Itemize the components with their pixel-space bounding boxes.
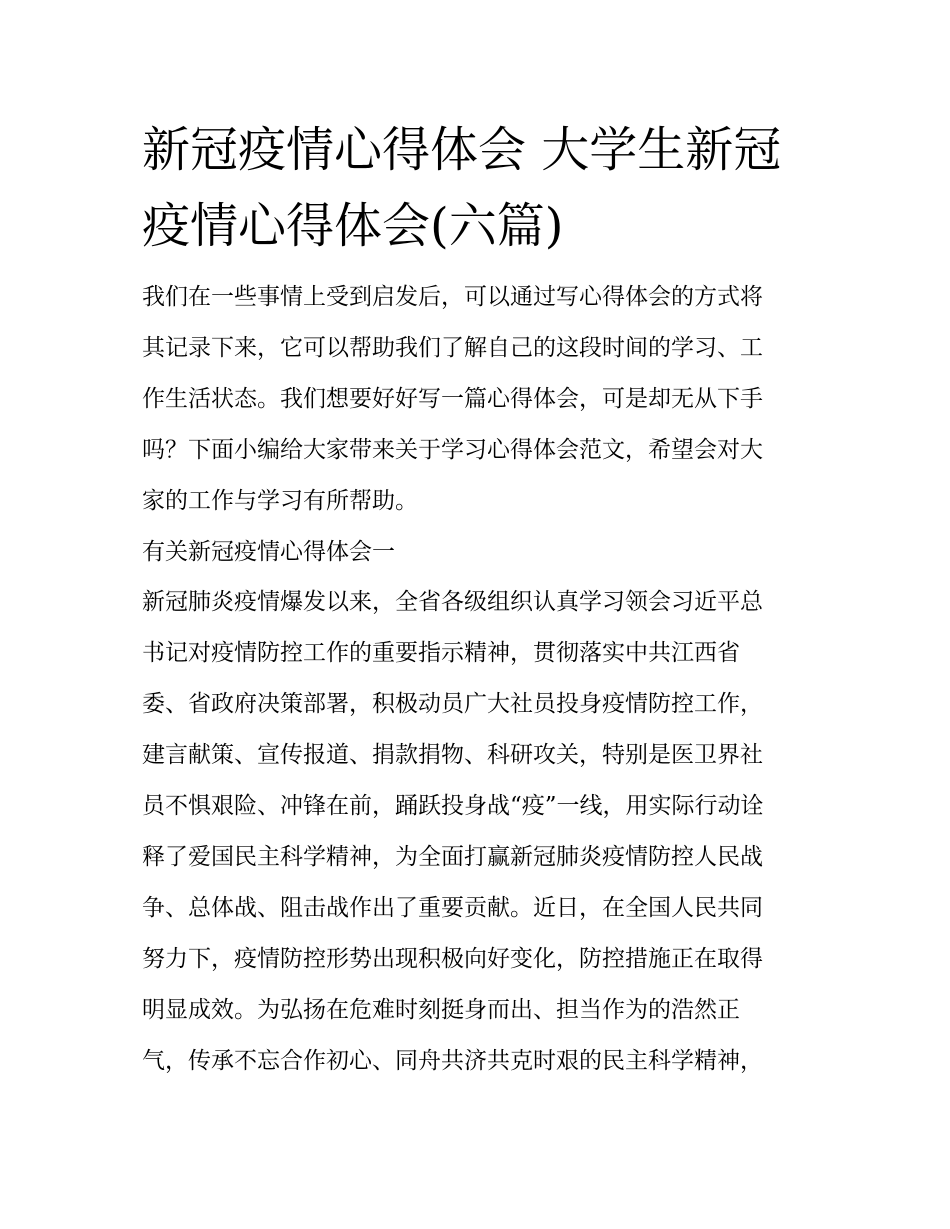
paragraph-line: 明显成效。为弘扬在危难时刻挺身而出、担当作为的浩然正 — [142, 996, 740, 1023]
paragraph-line: 员不惧艰险、冲锋在前，踊跃投身战“疫”一线，用实际行动诠 — [142, 793, 764, 820]
paragraph-line: 建言献策、宣传报道、捐款捐物、科研攻关，特别是医卫界社 — [142, 742, 763, 769]
paragraph-line: 气，传承不忘合作初心、同舟共济共克时艰的民主科学精神， — [142, 1047, 763, 1074]
document-title — [142, 112, 812, 264]
paragraph-line: 争、总体战、阻击战作出了重要贡献。近日，在全国人民共同 — [142, 894, 763, 921]
document-body — [142, 272, 812, 1087]
intro-line: 其记录下来，它可以帮助我们了解自己的这段时间的学习、工 — [142, 334, 763, 361]
section-heading: 有关新冠疫情心得体会一 — [142, 538, 395, 565]
intro-line: 家的工作与学习有所帮助。 — [142, 487, 418, 514]
paragraph-line: 委、省政府决策部署，积极动员广大社员投身疫情防控工作， — [142, 691, 763, 718]
paragraph-line: 努力下，疫情防控形势出现积极向好变化，防控措施正在取得 — [142, 945, 763, 972]
document-page — [142, 112, 812, 1087]
intro-line: 吗？下面小编给大家带来关于学习心得体会范文，希望会对大 — [142, 436, 763, 463]
paragraph-line: 释了爱国民主科学精神，为全面打赢新冠肺炎疫情防控人民战 — [142, 843, 763, 870]
paragraph-line: 新冠肺炎疫情爆发以来，全省各级组织认真学习领会习近平总 — [142, 589, 763, 616]
title-line: 新冠疫情心得体会 大学生新冠 — [142, 122, 782, 178]
title-line: 疫情心得体会(六篇) — [142, 198, 564, 254]
intro-line: 我们在一些事情上受到启发后，可以通过写心得体会的方式将 — [142, 284, 763, 310]
paragraph-line: 书记对疫情防控工作的重要指示精神，贯彻落实中共江西省 — [142, 640, 740, 667]
intro-line: 作生活状态。我们想要好好写一篇心得体会，可是却无从下手 — [142, 385, 763, 412]
